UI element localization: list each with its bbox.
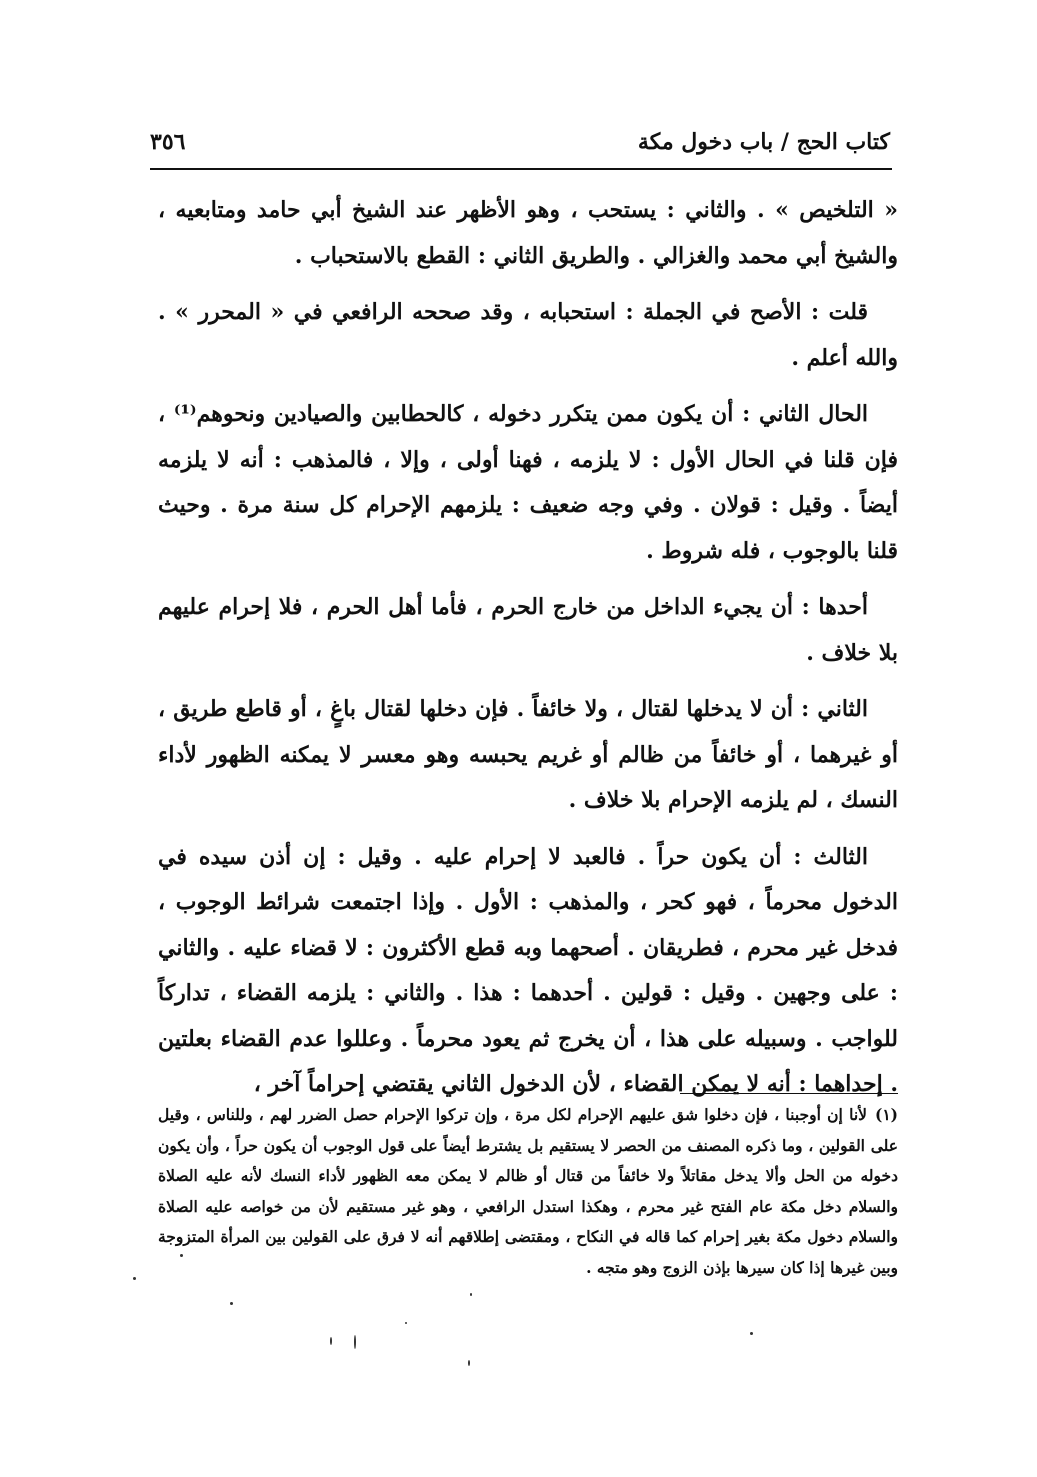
scan-speck [230,1302,233,1305]
paragraph-lead: أحدها : [801,594,868,620]
paragraph-lead: الثالث : [793,843,868,870]
footnote [158,1100,898,1283]
scan-speck [470,1293,472,1296]
paragraph-text: الأصح في الجملة : استحبابه ، وقد صححه الرافعي في « المحرر » . والله أعلم . [158,299,898,371]
scan-speck [133,1277,136,1280]
footnote-number: (١) [874,1105,898,1124]
paragraph [158,835,898,1108]
paragraph-lead: الثاني : [801,696,868,722]
paragraph [158,585,898,676]
running-header-title: كتاب الحج / باب دخول مكة [637,129,890,155]
running-header [150,122,890,162]
paragraph [158,188,898,279]
scan-speck [330,1337,332,1345]
paragraph-lead: قلت : [810,299,868,325]
scan-speck [405,1322,407,1324]
paragraph-text: أن يكون ممن يتكرر دخوله ، كالحطابين والصيادين ونحوهم⁽¹⁾ ، فإن قلنا في الحال الأول : لا يلزمه ، فهنا أولى ، وإلا ، فالمذهب : أنه لا يلزمه أيضاً . وقيل : قولان . وفي وجه ضعيف : يلزمهم الإحرام كل سنة مرة . وحيث قلنا بالوجوب ، فله شروط . [158,401,898,564]
paragraph [158,687,898,824]
paragraph-text: « التلخيص » . والثاني : يستحب ، وهو الأظهر عند الشيخ أبي حامد ومتابعيه ، والشيخ أبي محمد والغزالي . والطريق الثاني : القطع بالاستحباب . [158,197,898,269]
scan-speck [750,1332,753,1335]
paragraph [158,392,898,574]
paragraph-text: أن يجيء الداخل من خارج الحرم ، فأما أهل الحرم ، فلا إحرام عليهم بلا خلاف . [158,594,898,666]
footnote-paragraph [158,1100,898,1283]
page-number: ٣٥٦ [150,129,186,155]
paragraph-text: أن لا يدخلها لقتال ، ولا خائفاً . فإن دخلها لقتال باغٍ ، أو قاطع طريق ، أو غيرهما ، أو خائفاً من ظالم أو غريم يحبسه وهو معسر لا يمكنه الظهور لأداء النسك ، لم يلزمه الإحرام بلا خلاف . [158,696,898,813]
header-rule [150,168,892,170]
scan-speck [468,1360,470,1366]
scan-speck [354,1335,356,1349]
paragraph-lead: الحال الثاني : [742,401,869,427]
footnote-rule [680,1093,898,1094]
main-text [158,188,898,1119]
paragraph-text: أن يكون حراً . فالعبد لا إحرام عليه . وقيل : إن أذن سيده في الدخول محرماً ، فهو كحر ، والمذهب : الأول . وإذا اجتمعت شرائط الوجوب ، فدخل غير محرم ، فطريقان . أصحهما وبه قطع الأكثرون : لا قضاء عليه . والثاني : على وجهين . وقيل : قولين . أحدهما : هذا . والثاني : يلزمه القضاء ، تداركاً للواجب . وسبيله على هذا ، أن يخرج ثم يعود محرماً . وعللوا عدم القضاء بعلتين . إحداهما : أنه لا يمكن القضاء ، لأن الدخول الثاني يقتضي إحراماً آخر ، [158,843,898,1097]
footnote-text: لأنا إن أوجبنا ، فإن دخلوا شق عليهم الإحرام لكل مرة ، وإن تركوا الإحرام حصل الضرر لهم ، وللناس ، وقيل على القولين ، وما ذكره المصنف من الحصر لا يستقيم بل يشترط أيضاً على قول الوجوب أن يكون حراً ، وأن يكون دخوله من الحل وألا يدخل مقاتلاً ولا خائفاً من قتال أو ظالم لا يمكن معه الظهور لأداء النسك لأنه عليه الصلاة والسلام دخل مكة عام الفتح غير محرم ، وهكذا استدل الرافعي ، وهو غير مستقيم لأن من خواصه عليه الصلاة والسلام دخول مكة بغير إحرام كما قاله في النكاح ، ومقتضى إطلاقهم أنه لا فرق على القولين بين المرأة المتزوجة وبين غيرها إذا كان سيرها بإذن الزوج وهو متجه . [158,1105,898,1277]
paragraph [158,290,898,381]
scan-speck [180,1254,183,1257]
